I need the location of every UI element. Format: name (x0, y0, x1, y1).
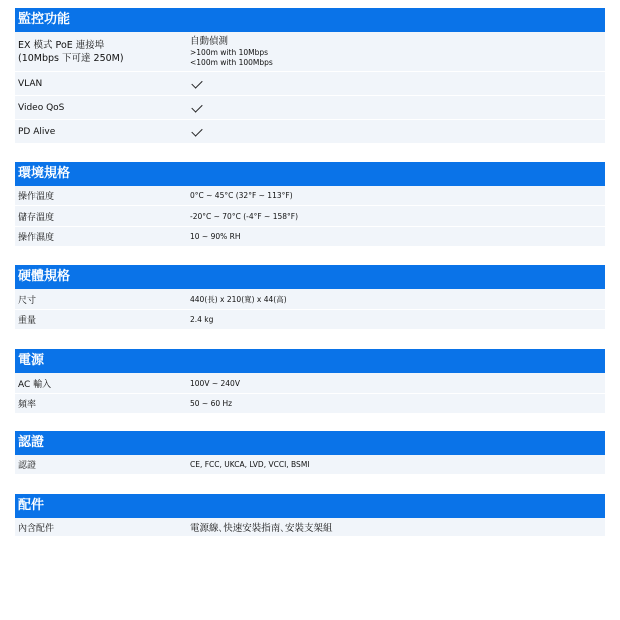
spec-row-pd-alive (15, 120, 605, 144)
section-title: 配件 (15, 494, 605, 518)
spec-row-poe-port (15, 32, 605, 72)
row-value: 自動偵測 >100m with 10Mbps <100m with 100Mbps (190, 35, 273, 67)
row-value: 440(長) x 210(寬) x 44(高) (190, 294, 287, 304)
spec-row-video-qos (15, 96, 605, 120)
check-icon (191, 125, 202, 136)
row-value: -20°C ~ 70°C (-4°F ~ 158°F) (190, 211, 299, 221)
row-label: 內含配件 (18, 523, 55, 534)
spec-row-dimensions (15, 289, 605, 310)
section-monitoring (15, 8, 605, 144)
section-title: 認證 (15, 431, 605, 455)
section-power (15, 349, 605, 414)
row-value: 100V ~ 240V (190, 378, 240, 388)
section-title: 硬體規格 (15, 265, 605, 289)
row-label: Video QoS (18, 102, 65, 113)
section-accessories (15, 494, 605, 537)
check-icon (191, 101, 202, 112)
section-title: 電源 (15, 349, 605, 373)
row-label: PD Alive (18, 126, 56, 137)
spec-row-vlan (15, 72, 605, 96)
row-value: CE, FCC, UKCA, LVD, VCCI, BSMI (190, 460, 310, 469)
row-value: 10 ~ 90% RH (190, 232, 241, 241)
section-title: 環境規格 (15, 162, 605, 186)
spec-row-operating-temp (15, 186, 605, 206)
row-label: AC 輸入 (18, 379, 52, 390)
row-value (190, 103, 202, 112)
row-label: 儲存溫度 (18, 212, 55, 223)
row-label: VLAN (18, 78, 43, 89)
row-label: 重量 (18, 316, 37, 326)
check-icon (191, 77, 202, 88)
row-value (190, 79, 202, 88)
row-value: 50 ~ 60 Hz (190, 399, 233, 408)
spec-row-ac-input (15, 373, 605, 394)
spec-row-storage-temp (15, 206, 605, 227)
row-label: 認證 (18, 461, 37, 471)
row-value: 0°C ~ 45°C (32°F ~ 113°F) (190, 191, 293, 200)
section-title: 監控功能 (15, 8, 605, 32)
section-environment (15, 162, 605, 247)
section-certification (15, 431, 605, 475)
section-hardware (15, 265, 605, 330)
spec-row-included-accessories (15, 518, 605, 537)
row-label: 操作濕度 (18, 233, 55, 243)
spec-row-weight (15, 310, 605, 330)
spec-row-operating-humidity (15, 227, 605, 247)
row-value: 2.4 kg (190, 315, 214, 324)
row-label: EX 模式 PoE 連接埠 (10Mbps 下可達 250M) (18, 39, 124, 64)
row-value (190, 127, 202, 136)
row-value: 電源線､快速安裝指南､安裝支架組 (190, 523, 333, 534)
spec-row-certification (15, 455, 605, 475)
row-label: 頻率 (18, 400, 37, 410)
row-label: 操作溫度 (18, 192, 55, 202)
row-label: 尺寸 (18, 295, 37, 306)
spec-row-frequency (15, 394, 605, 414)
